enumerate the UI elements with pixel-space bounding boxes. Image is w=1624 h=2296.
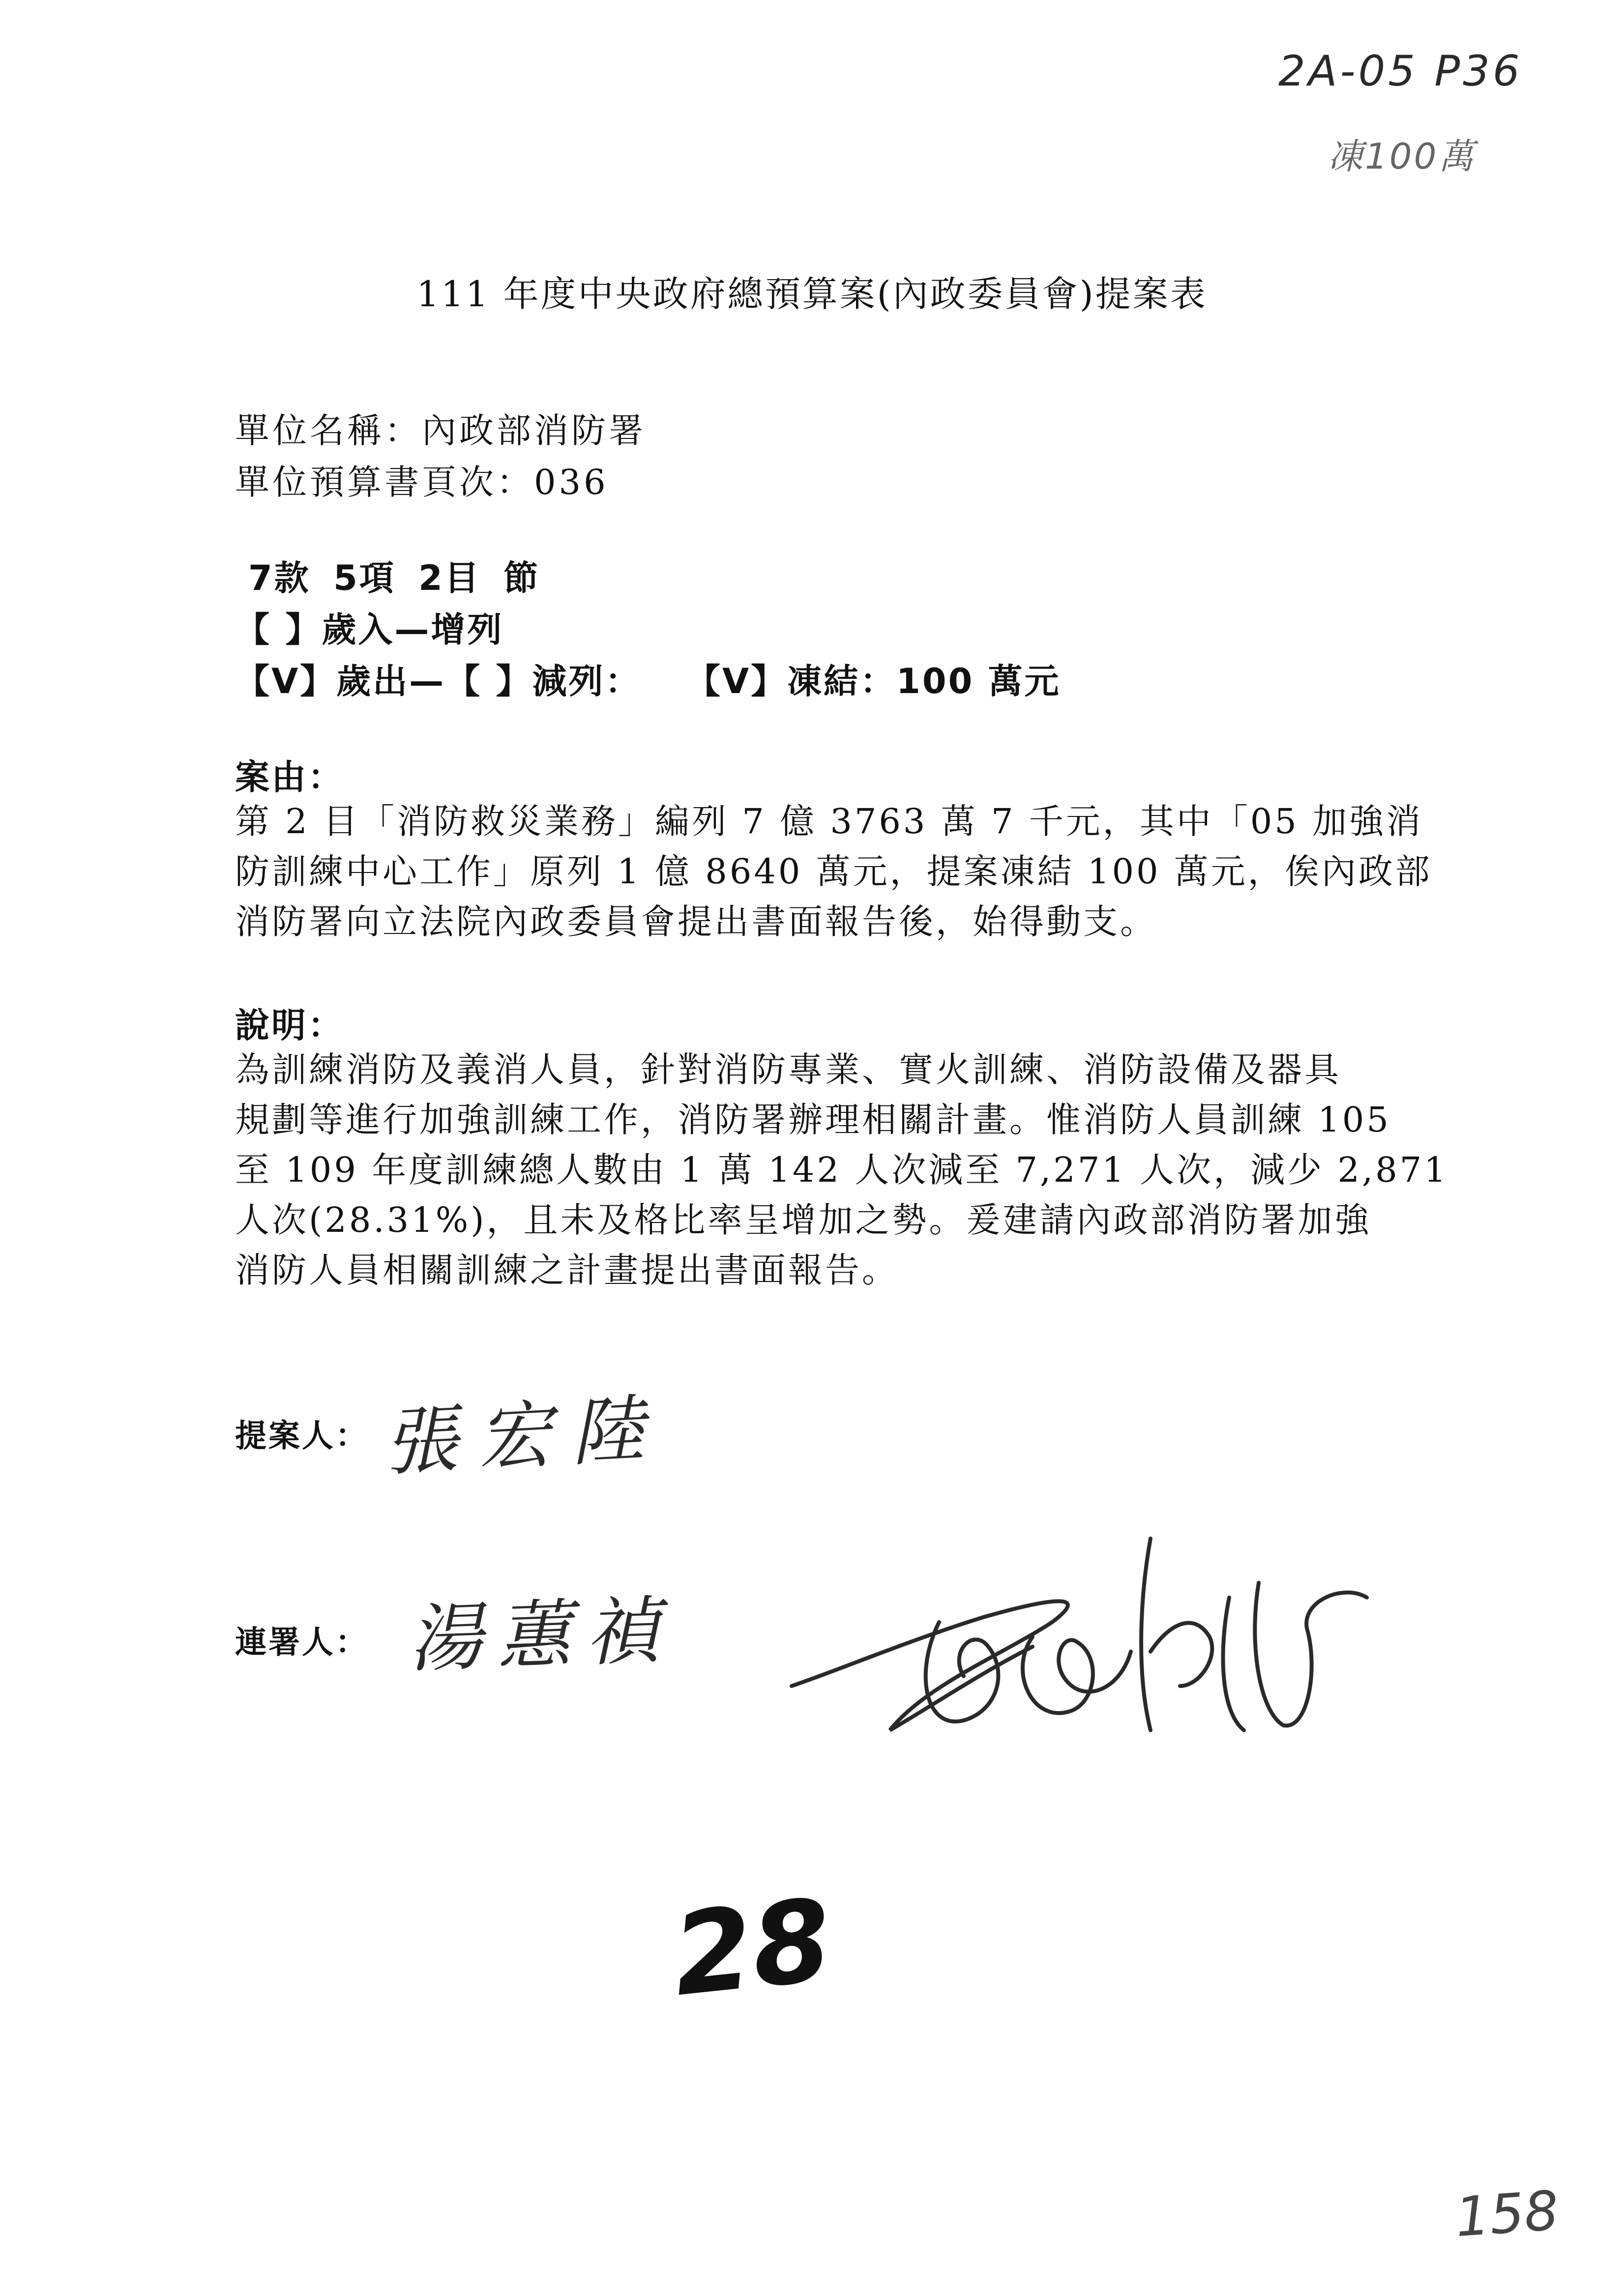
page-number-center: 28 [667,1875,838,2022]
cosigner-label: 連署人： [235,1625,369,1661]
expenditure-line-a: 【V】歲出—【 】減列： [235,661,642,701]
proposer-label: 提案人： [235,1418,369,1454]
cosigner-signature-1: 湯蕙禎 [407,1588,676,1683]
explanation-paragraph [235,1045,1448,1295]
unit-name-value: 內政部消防署 [422,410,646,451]
page-number-bottom-right: 158 [1453,2179,1561,2249]
proposer-signature: 張宏陸 [382,1386,666,1486]
reason-paragraph [235,796,1432,947]
revenue-line: 【 】歲入—增列 [235,610,504,650]
unit-page-value: 036 [534,462,609,502]
unit-name-row [235,403,646,453]
reason-line: 防訓練中心工作」原列 1 億 8640 萬元，提案凍結 100 萬元，俟內政部 [235,851,1432,892]
explanation-line: 人次(28.31%)，且未及格比率呈增加之勢。爰建請內政部消防署加強 [235,1200,1372,1240]
expenditure-line-b: 【V】凍結：100 萬元 [686,661,1061,701]
unit-page-row [235,455,609,504]
explanation-line: 消防人員相關訓練之計畫提出書面報告。 [235,1250,899,1290]
budget-item: 7款 5項 2目 節 [248,558,540,598]
explanation-line: 規劃等進行加強訓練工作，消防署辦理相關計畫。惟消防人員訓練 105 [235,1100,1391,1140]
unit-page-label: 單位預算書頁次： [235,462,534,502]
explanation-line: 至 109 年度訓練總人數由 1 萬 142 人次減至 7,271 人次，減少 2,871 [235,1150,1448,1190]
top-right-annotation-2: 凍100萬 [1328,136,1476,177]
reason-line: 消防署向立法院內政委員會提出書面報告後，始得動支。 [235,901,1157,942]
unit-name-label: 單位名稱： [235,410,422,451]
cosigner-signature-2 [777,1524,1391,1750]
explanation-heading: 說明： [235,1005,344,1046]
reason-heading: 案由： [235,757,344,797]
explanation-line: 為訓練消防及義消人員，針對消防專業、實火訓練、消防設備及器具 [235,1049,1341,1090]
top-right-annotation-1: 2A-05 P36 [1278,47,1523,96]
reason-line: 第 2 目「消防救災業務」編列 7 億 3763 萬 7 千元，其中「05 加強消 [235,801,1423,842]
page-title: 111 年度中央政府總預算案(內政委員會)提案表 [416,273,1208,315]
